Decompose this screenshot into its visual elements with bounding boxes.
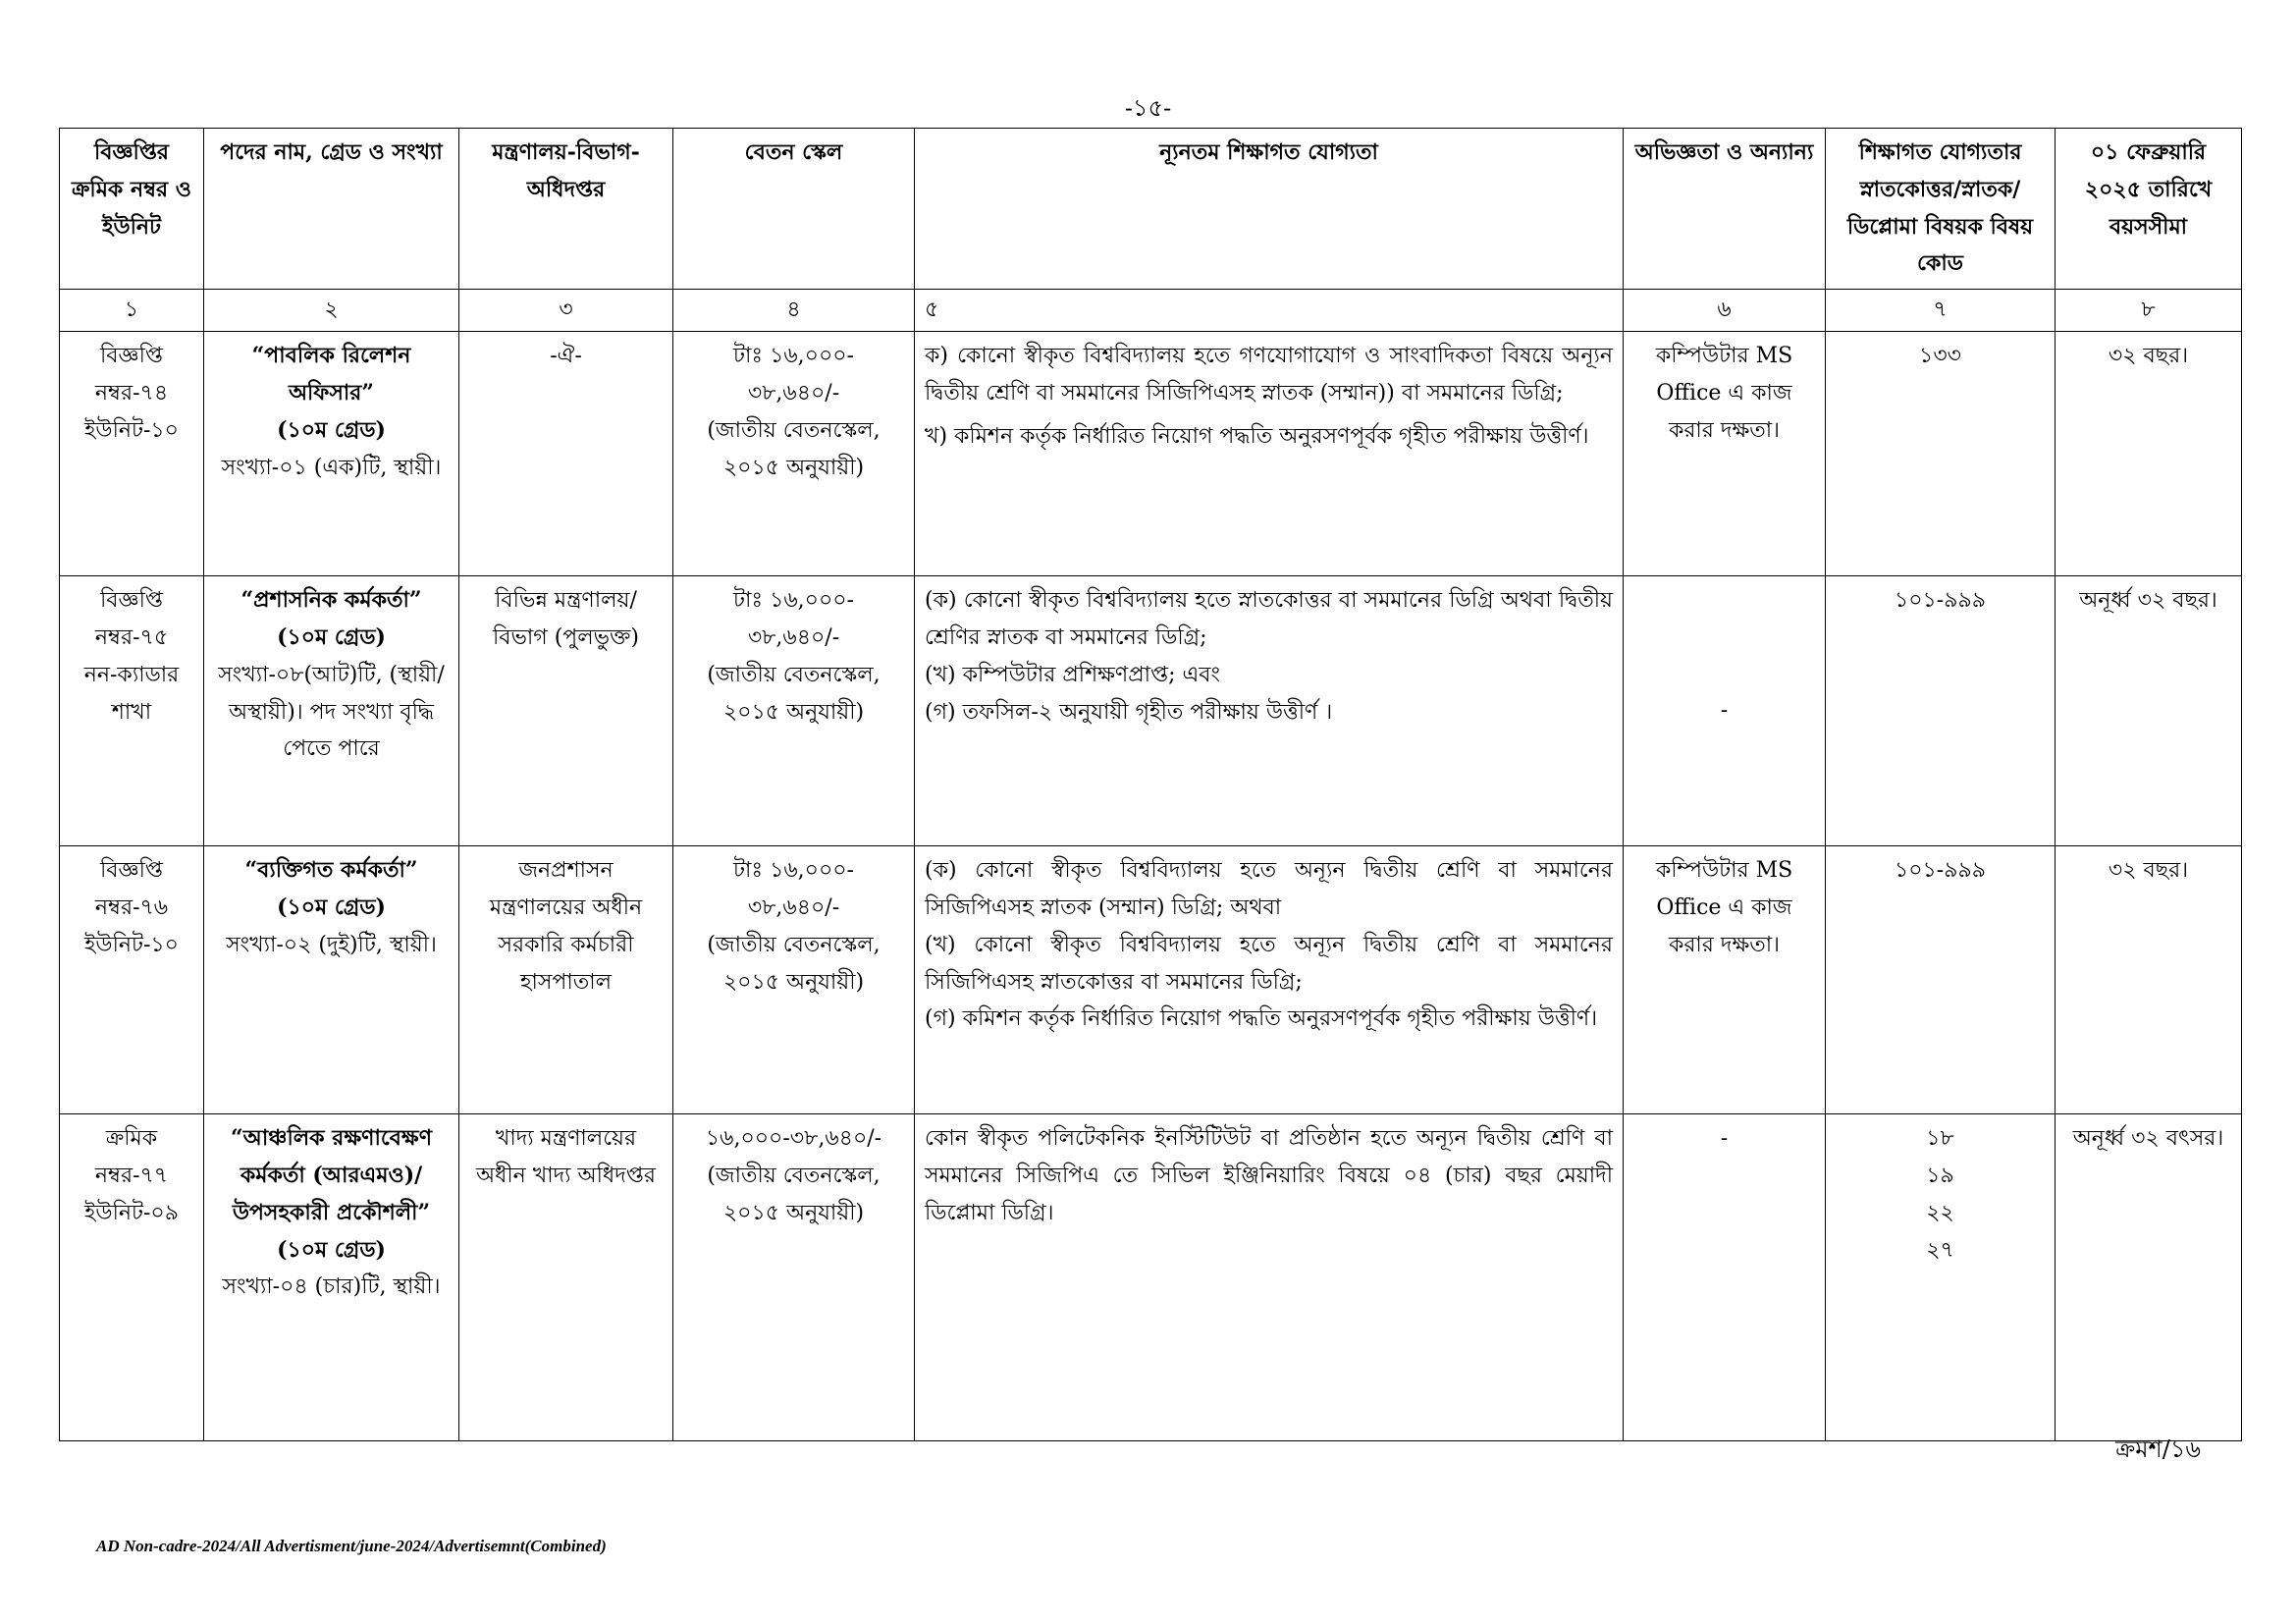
salary-line: টাঃ ১৬,০০০-: [732, 588, 854, 614]
header-row: [60, 129, 2242, 290]
serial-line: বিজ্ঞপ্তি: [100, 858, 163, 884]
header-experience: অভিজ্ঞতা ও অন্যান্য: [1624, 129, 1826, 290]
serial-cell: [60, 332, 204, 576]
qualification-item: (খ) কম্পিউটার প্রশিক্ষণপ্রাপ্ত; এবং: [925, 662, 1220, 687]
subject-code: ২৭: [1926, 1237, 1954, 1263]
table-row: [60, 576, 2242, 846]
salary-line: টাঃ ১৬,০০০-: [732, 344, 854, 369]
salary-line: (জাতীয় বেতনস্কেল,: [707, 417, 881, 443]
post-count: সংখ্যা-০২ (দুই)টি, স্থায়ী।: [226, 932, 437, 957]
salary-line: (জাতীয় বেতনস্কেল,: [707, 932, 881, 957]
subject-code-cell: [1826, 576, 2056, 846]
column-number: ৫: [915, 290, 1624, 332]
salary-line: টাঃ ১৬,০০০-: [732, 858, 854, 884]
table-row: [60, 846, 2242, 1114]
salary-line: ৩৮,৬৪০/-: [747, 894, 840, 920]
header-subject-code: শিক্ষাগত যোগ্যতার স্নাতকোত্তর/স্নাতক/ ডিপ্লোমা বিষয়ক বিষয় কোড: [1826, 129, 2056, 290]
salary-line: ১৬,০০০-৩৮,৬৪০/-: [705, 1126, 882, 1152]
column-number: ৩: [459, 290, 673, 332]
page-number: -১৫-: [1124, 94, 1172, 122]
salary-cell: [673, 846, 915, 1114]
post-count: সংখ্যা-০৪ (চার)টি, স্থায়ী।: [222, 1274, 441, 1300]
post-grade: (১০ম গ্রেড): [277, 416, 386, 443]
serial-line: শাখা: [111, 699, 152, 725]
serial-line: নম্বর-৭৬: [94, 894, 169, 920]
age-limit-cell: ৩২ বছর।: [2056, 846, 2242, 1114]
table-row: [60, 332, 2242, 576]
post-grade: (১০ম গ্রেড): [277, 623, 386, 650]
serial-cell: [60, 1114, 204, 1441]
qualification-item: (ক) কোনো স্বীকৃত বিশ্ববিদ্যালয় হতে অন্যূন দ্বিতীয় শ্রেণি বা সমমানের সিজিপিএসহ স্নাতক (সম্মান) ডিগ্রি; অথবা: [925, 858, 1613, 920]
post-cell: [204, 332, 459, 576]
qualification-item: (খ) কোনো স্বীকৃত বিশ্ববিদ্যালয় হতে অন্যূন দ্বিতীয় শ্রেণি বা সমমানের সিজিপিএসহ স্নাতকোত্তর বা সমমানের ডিগ্রি;: [925, 932, 1613, 995]
qualification-item: ক) কোনো স্বীকৃত বিশ্ববিদ্যালয় হতে গণযোগাযোগ ও সাংবাদিকতা বিষয়ে অন্যূন দ্বিতীয় শ্রেণি বা সমমানের সিজিপিএসহ স্নাতক (সম্মান)) বা সমমানের ডিগ্রি;: [925, 344, 1613, 406]
serial-line: নম্বর-৭৭: [94, 1163, 169, 1188]
post-name: “পাবলিক রিলেশন অফিসার”: [251, 343, 411, 406]
salary-line: ৩৮,৬৪০/-: [747, 624, 840, 650]
serial-line: বিজ্ঞপ্তি: [100, 588, 163, 614]
subject-code-cell: [1826, 846, 2056, 1114]
subject-code: ১০১-৯৯৯: [1894, 858, 1987, 884]
post-grade: (১০ম গ্রেড): [277, 1236, 386, 1263]
post-name: “আঞ্চলিক রক্ষণাবেক্ষণ কর্মকর্তা (আরএমও)/ উপসহকারী প্রকৌশলী”: [230, 1125, 433, 1225]
subject-code: ১৯: [1926, 1163, 1954, 1188]
table-row: [60, 1114, 2242, 1441]
column-number: ৪: [673, 290, 915, 332]
qualification-cell: [915, 576, 1624, 846]
experience-cell: কম্পিউটার MS Office এ কাজ করার দক্ষতা।: [1624, 332, 1826, 576]
qualification-item: (গ) তফসিল-২ অনুযায়ী গৃহীত পরীক্ষায় উত্তীর্ণ ।: [925, 699, 1333, 725]
column-number-row: [60, 290, 2242, 332]
ministry-cell: জনপ্রশাসন মন্ত্রণালয়ের অধীন সরকারি কর্মচারী হাসপাতাল: [459, 846, 673, 1114]
experience-cell: -: [1624, 1114, 1826, 1441]
header-salary: বেতন স্কেল: [673, 129, 915, 290]
subject-code-cell: [1826, 332, 2056, 576]
serial-line: ক্রমিক: [105, 1126, 158, 1152]
serial-line: নম্বর-৭৫: [94, 624, 169, 650]
experience-cell: -: [1624, 576, 1826, 846]
subject-code: ১০১-৯৯৯: [1894, 588, 1987, 614]
subject-code: ১৮: [1926, 1126, 1954, 1152]
subject-code-cell: [1826, 1114, 2056, 1441]
serial-line: ইউনিট-১০: [83, 932, 179, 957]
column-number: ৮: [2056, 290, 2242, 332]
salary-line: (জাতীয় বেতনস্কেল,: [707, 1163, 881, 1188]
salary-cell: [673, 1114, 915, 1441]
column-number: ২: [204, 290, 459, 332]
post-count: সংখ্যা-০৮(আট)টি, (স্থায়ী/অস্থায়ী)। পদ সংখ্যা বৃদ্ধি পেতে পারে: [218, 662, 445, 762]
salary-line: ৩৮,৬৪০/-: [747, 380, 840, 406]
salary-line: ২০১৫ অনুযায়ী): [722, 455, 865, 480]
salary-line: ২০১৫ অনুযায়ী): [722, 1200, 865, 1225]
column-number: ৬: [1624, 290, 1826, 332]
post-cell: [204, 576, 459, 846]
serial-line: ইউনিট-০৯: [83, 1200, 179, 1225]
post-name: “প্রশাসনিক কর্মকর্তা”: [240, 587, 422, 614]
post-name: “ব্যক্তিগত কর্মকর্তা”: [244, 857, 418, 884]
ministry-cell: বিভিন্ন মন্ত্রণালয়/বিভাগ (পুলভুক্ত): [459, 576, 673, 846]
qualification-cell: [915, 1114, 1624, 1441]
salary-line: (জাতীয় বেতনস্কেল,: [707, 662, 881, 687]
qualification-item: কোন স্বীকৃত পলিটেকনিক ইনস্টিটিউট বা প্রতিষ্ঠান হতে অন্যূন দ্বিতীয় শ্রেণি বা সমমানের সিজিপিএ তে সিভিল ইঞ্জিনিয়ারিং বিষয়ে ০৪ (চার) বছর মেয়াদী ডিপ্লোমা ডিগ্রি।: [925, 1126, 1613, 1225]
subject-code: ১৩৩: [1919, 344, 1961, 369]
header-post: পদের নাম, গ্রেড ও সংখ্যা: [204, 129, 459, 290]
age-limit-cell: ৩২ বছর।: [2056, 332, 2242, 576]
serial-line: নন-ক্যাডার: [83, 662, 180, 687]
column-number: ১: [60, 290, 204, 332]
salary-line: ২০১৫ অনুযায়ী): [722, 699, 865, 725]
qualification-item: (ক) কোনো স্বীকৃত বিশ্ববিদ্যালয় হতে স্নাতকোত্তর বা সমমানের ডিগ্রি অথবা দ্বিতীয় শ্রেণির স্নাতক বা সমমানের ডিগ্রি;: [925, 588, 1613, 650]
serial-line: বিজ্ঞপ্তি: [100, 344, 163, 369]
footer-path: AD Non-cadre-2024/All Advertisment/june-2024/Advertisemnt(Combined): [96, 1537, 607, 1555]
continued-note: ক্রমশ/১৬: [2115, 1435, 2201, 1463]
serial-cell: [60, 576, 204, 846]
post-cell: [204, 846, 459, 1114]
serial-line: ইউনিট-১০: [83, 417, 179, 443]
subject-code: ২২: [1926, 1200, 1954, 1225]
post-grade: (১০ম গ্রেড): [277, 893, 386, 920]
salary-cell: [673, 332, 915, 576]
header-ministry: মন্ত্রণালয়-বিভাগ-অধিদপ্তর: [459, 129, 673, 290]
age-limit-cell: অনূর্ধ্ব ৩২ বৎসর।: [2056, 1114, 2242, 1441]
ministry-cell: -ঐ-: [459, 332, 673, 576]
serial-line: নম্বর-৭৪: [94, 380, 169, 406]
recruitment-table: [59, 128, 2242, 1441]
header-qualification: ন্যূনতম শিক্ষাগত যোগ্যতা: [915, 129, 1624, 290]
ministry-cell: খাদ্য মন্ত্রণালয়ের অধীন খাদ্য অধিদপ্তর: [459, 1114, 673, 1441]
post-count: সংখ্যা-০১ (এক)টি, স্থায়ী।: [221, 455, 442, 480]
header-serial: বিজ্ঞপ্তির ক্রমিক নম্বর ও ইউনিট: [60, 129, 204, 290]
header-age-limit: ০১ ফেব্রুয়ারি ২০২৫ তারিখে বয়সসীমা: [2056, 129, 2242, 290]
serial-cell: [60, 846, 204, 1114]
age-limit-cell: অনূর্ধ্ব ৩২ বছর।: [2056, 576, 2242, 846]
qualification-item: খ) কমিশন কর্তৃক নির্ধারিত নিয়োগ পদ্ধতি অনুরসণপূর্বক গৃহীত পরীক্ষায় উত্তীর্ণ।: [925, 423, 1589, 449]
column-number: ৭: [1826, 290, 2056, 332]
salary-cell: [673, 576, 915, 846]
qualification-item: (গ) কমিশন কর্তৃক নির্ধারিত নিয়োগ পদ্ধতি অনুরসণপূর্বক গৃহীত পরীক্ষায় উত্তীর্ণ।: [925, 1006, 1598, 1032]
qualification-cell: [915, 846, 1624, 1114]
post-cell: [204, 1114, 459, 1441]
salary-line: ২০১৫ অনুযায়ী): [722, 969, 865, 995]
qualification-cell: [915, 332, 1624, 576]
experience-cell: কম্পিউটার MS Office এ কাজ করার দক্ষতা।: [1624, 846, 1826, 1114]
